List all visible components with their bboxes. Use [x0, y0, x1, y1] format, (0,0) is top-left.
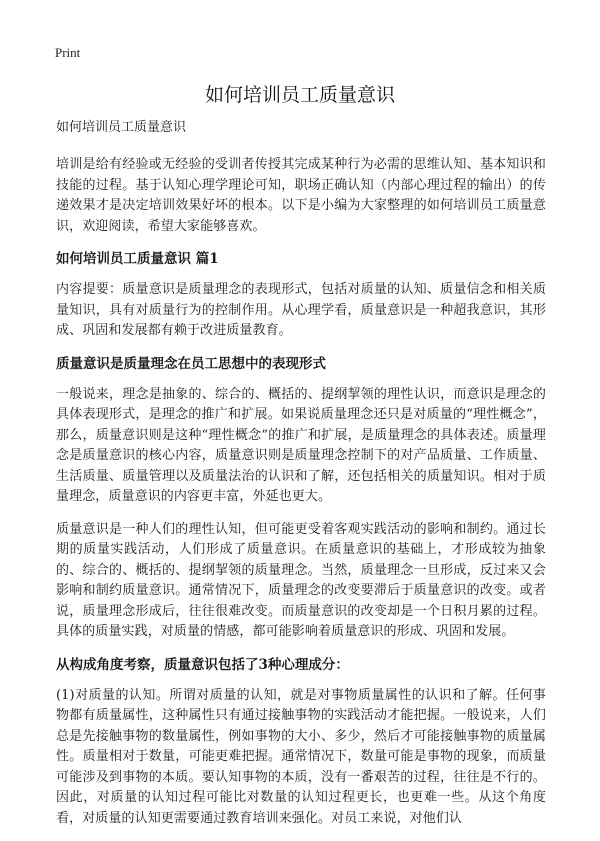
- page-title: 如何培训员工质量意识: [204, 84, 395, 106]
- summary-paragraph: 内容提要：质量意识是质量理念的表现形式，包括对质量的认知、质量信念和相关质量知识，具有对质量行为的控制作用。从心理学看，质量意识是一种超我意识，其形成、巩固和发展都有赖于改进质量教育。: [56, 282, 546, 338]
- article-body: [56, 118, 546, 841]
- body-paragraph-1: 一般说来，理念是抽象的、综合的、概括的、提纲挈领的理性认识，而意识是理念的具体表现形式，是理念的推广和扩展。如果说质量理念还只是对质量的“理性概念”，那么，质量意识则是这种“理性概念”的推广和扩展，是质量理念的具体表述。质量理念是质量意识的核心内容，质量意识则是质量理念控制下的对产品质量、工作质量、生活质量、质量管理以及质量法治的认识和了解，还包括相关的质量知识。相对于质量理念，质量意识的内容更丰富，外延也更大。: [56, 386, 546, 504]
- print-link[interactable]: Print: [55, 45, 81, 60]
- section-heading-1: 如何培训员工质量意识 篇1: [56, 251, 219, 267]
- intro-paragraph: 培训是给有经验或无经验的受训者传授其完成某种行为必需的思维认知、基本知识和技能的过程。基于认知心理学理论可知，职场正确认知（内部心理过程的输出）的传递效果才是决定培训效果好坏的根本。以下是小编为大家整理的如何培训员工质量意识，欢迎阅读，希望大家能够喜欢。: [56, 157, 546, 234]
- body-paragraph-2: 质量意识是一种人们的理性认知，但可能更受着客观实践活动的影响和制约。通过长期的质量实践活动，人们形成了质量意识。在质量意识的基础上，才形成较为抽象的、综合的、概括的、提纲挈领的质量理念。当然，质量理念一旦形成，反过来又会影响和制约质量意识。通常情况下，质量理念的改变要滞后于质量意识的改变。或者说，质量理念形成后，往往很难改变。而质量意识的改变却是一个日积月累的过程。具体的质量实践，对质量的情感，都可能影响着质量意识的形成、巩固和发展。: [56, 521, 546, 639]
- section-heading-3: 从构成角度考察，质量意识包括了3种心理成分：: [56, 656, 349, 673]
- section-heading-2: 质量意识是质量理念在员工思想中的表现形式: [56, 355, 326, 372]
- body-paragraph-3: (1)对质量的认知。所谓对质量的认知，就是对事物质量属性的认识和了解。任何事物都有质量属性，这种属性只有通过接触事物的实践活动才能把握。一般说来，人们总是先接触事物的数量属性，例如事物的大小、多少，然后才可能接触事物的质量属性。质量相对于数量，可能更难把握。通常情况下，数量可能是事物的现象，而质量可能涉及到事物的本质。要认知事物的本质，没有一番艰苦的过程，往往是不行的。因此，对质量的认知过程可能比对数量的认知过程更长，也更难一些。从这个角度看，对质量的认知更需要通过教育培训来强化。对员工来说，对他们认: [56, 687, 546, 826]
- article-subtitle: 如何培训员工质量意识: [56, 120, 187, 135]
